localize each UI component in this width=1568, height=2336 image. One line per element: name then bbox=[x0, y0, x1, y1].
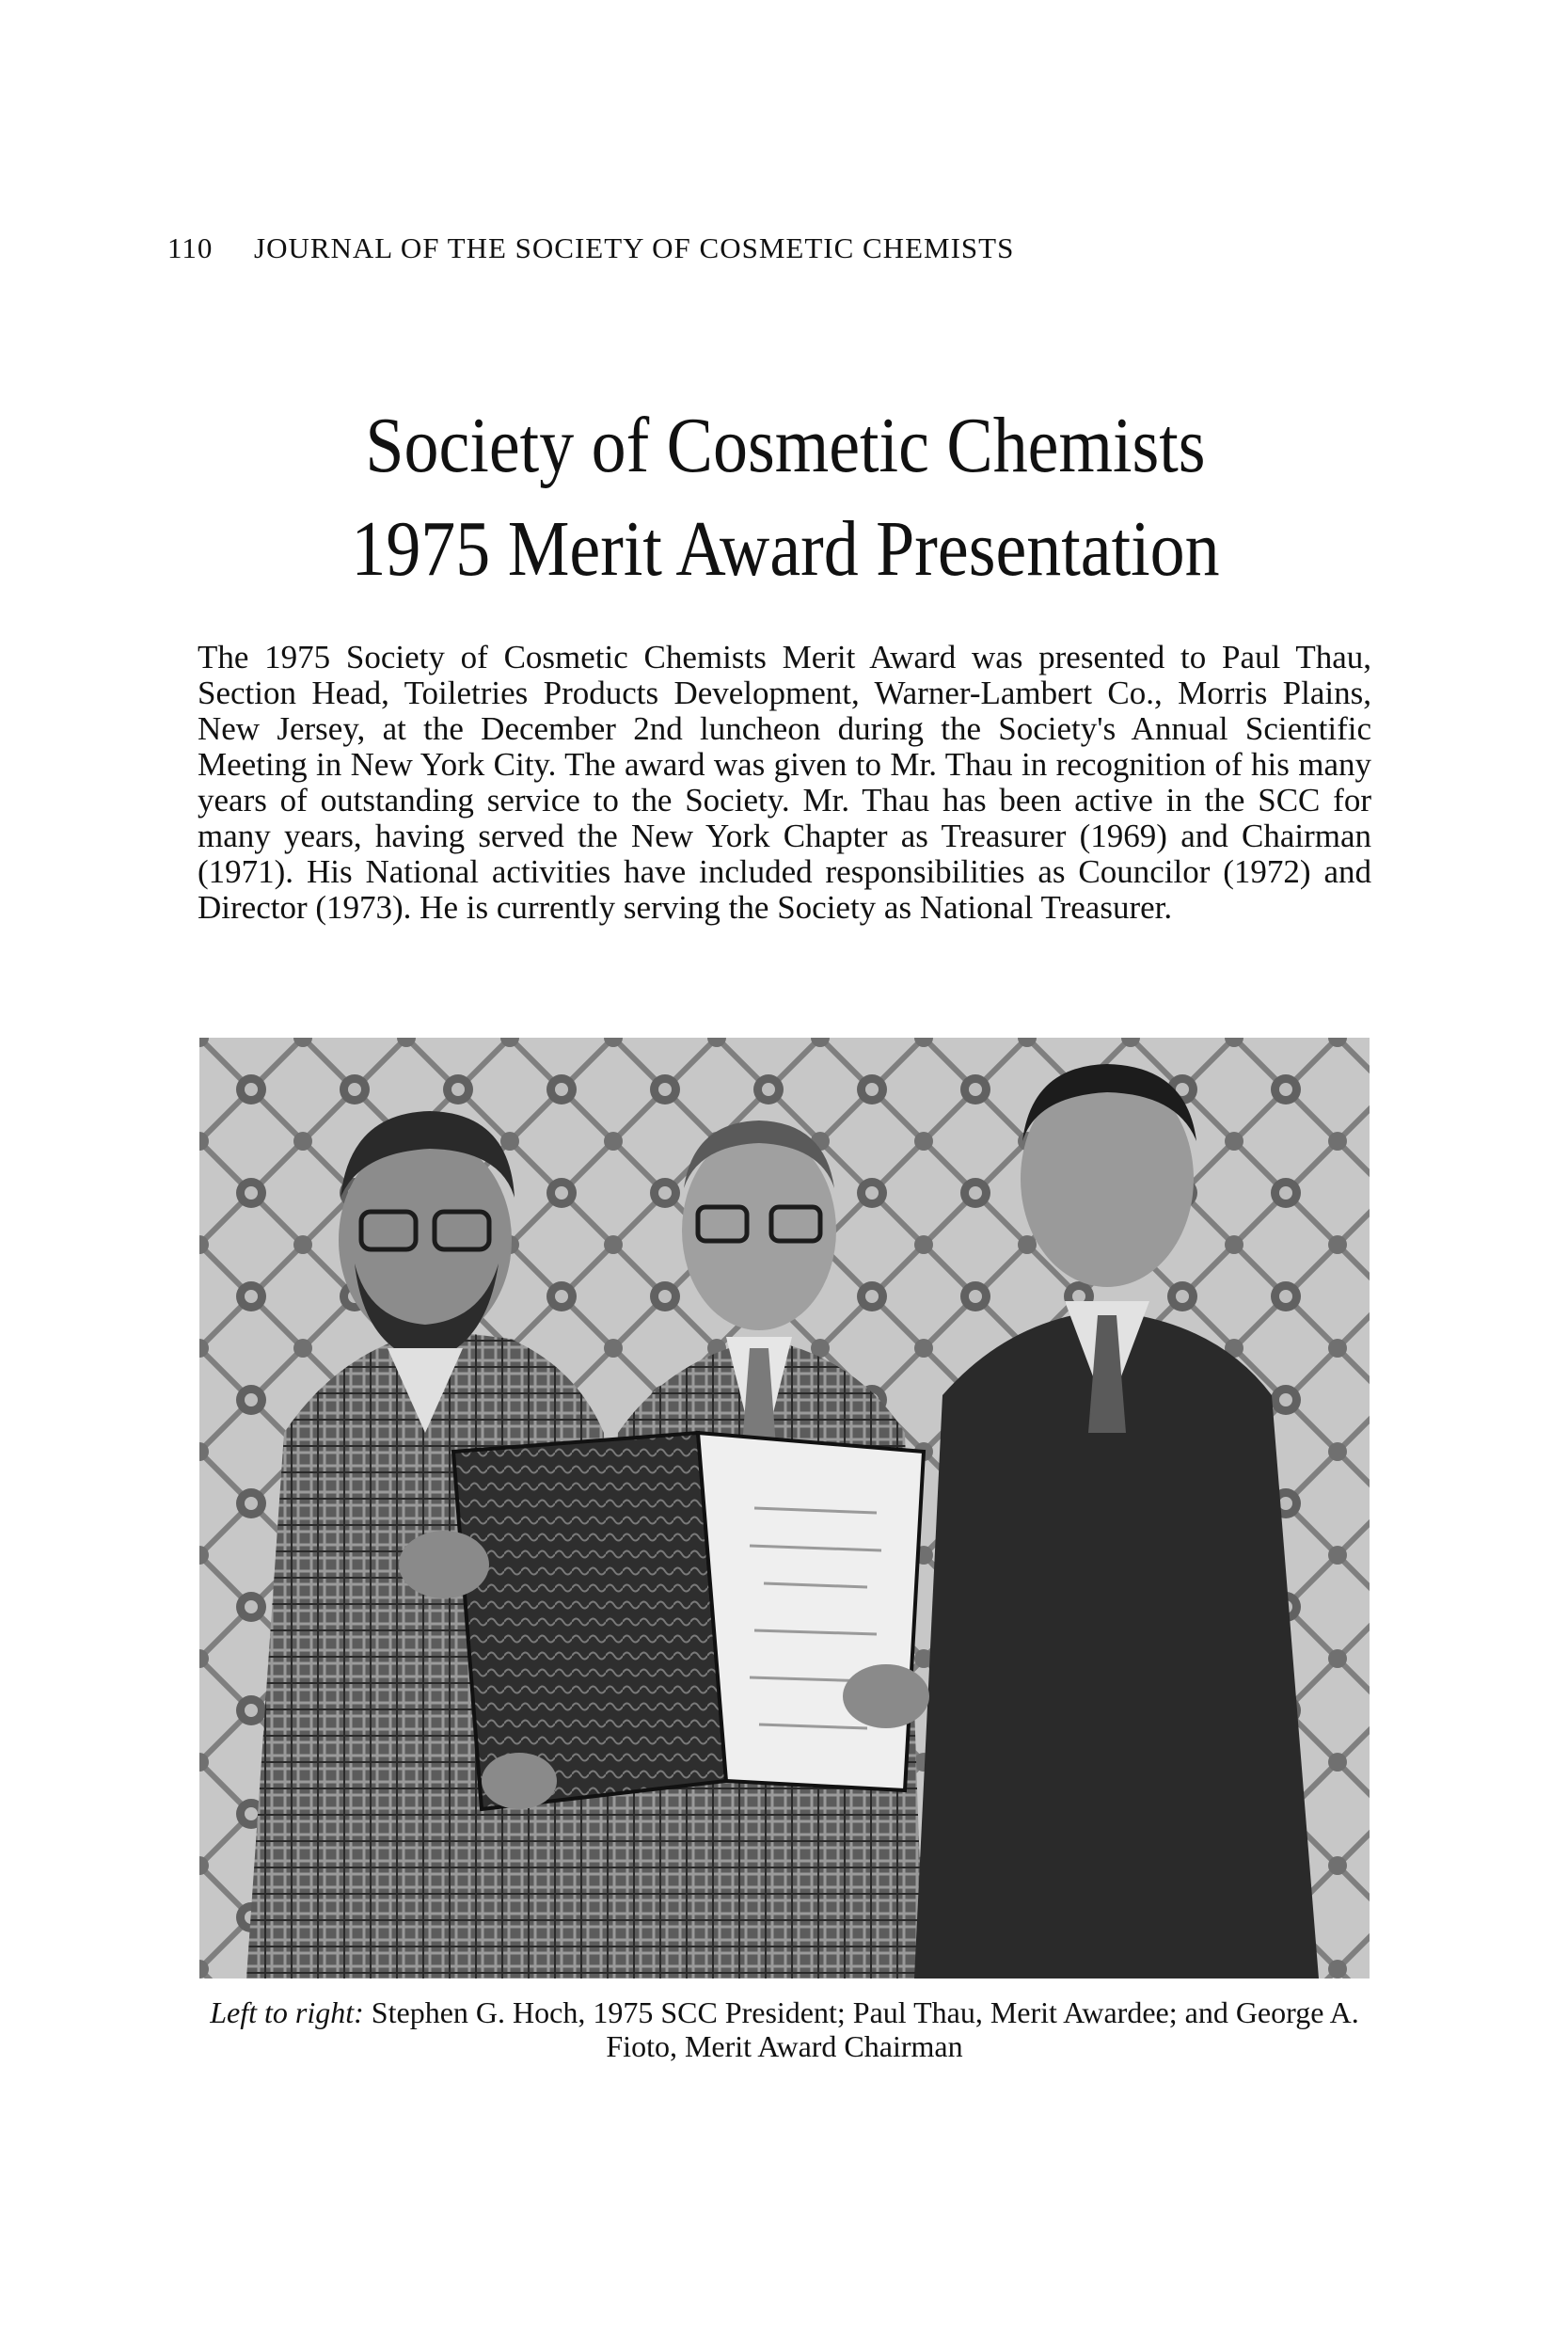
article-title-line-2: 1975 Merit Award Presentation bbox=[351, 505, 1220, 593]
certificate-folder bbox=[453, 1433, 924, 1809]
running-head bbox=[167, 231, 1240, 265]
caption-text: Stephen G. Hoch, 1975 SCC President; Paul Thau, Merit Awardee; and George A. Fioto, Merit Award Chairman bbox=[363, 1995, 1359, 2063]
journal-title: JOURNAL OF THE SOCIETY OF COSMETIC CHEMISTS bbox=[254, 231, 1015, 264]
caption-lead: Left to right: bbox=[210, 1995, 364, 2029]
photograph-illustration bbox=[199, 1038, 1370, 1978]
article-body: The 1975 Society of Cosmetic Chemists Merit Award was presented to Paul Thau, Section Head, Toiletries Products Development, Warner-Lambert Co., Morris Plains, New Jersey, at the December 2nd luncheon during the Society's Annual Scientific Meeting in New York City. The award was given to Mr. Thau in recognition of his many years of outstanding service to the Society. Mr. Thau has been active in the SCC for many years, having served the New York Chapter as Treasurer (1969) and Chairman (1971). His National activities have included responsibilities as Councilor (1972) and Director (1973). He is currently serving the Society as National Treasurer. bbox=[198, 639, 1371, 926]
article-title-line-1: Society of Cosmetic Chemists bbox=[365, 402, 1206, 489]
photo-caption bbox=[199, 1995, 1370, 2063]
page-number: 110 bbox=[167, 231, 214, 264]
award-photograph bbox=[199, 1038, 1370, 1978]
